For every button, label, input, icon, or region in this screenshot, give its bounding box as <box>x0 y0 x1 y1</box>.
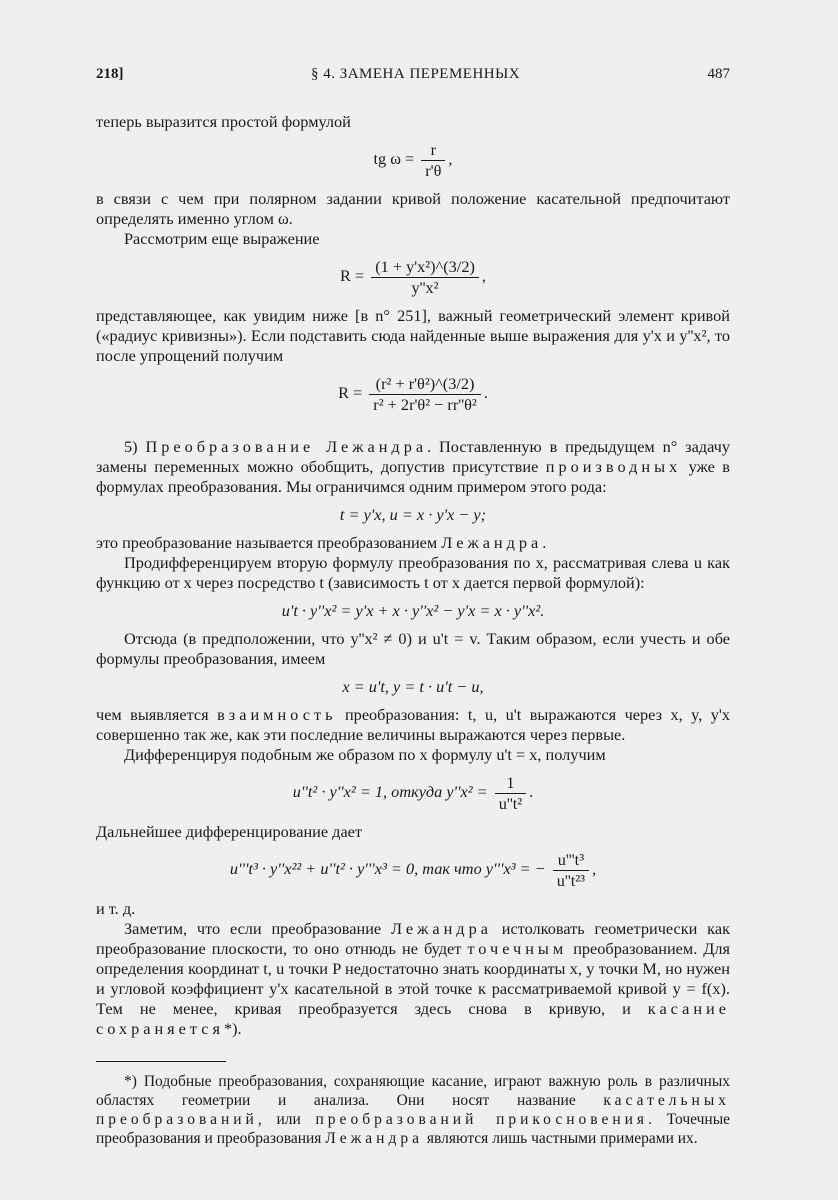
fraction <box>421 140 445 181</box>
emphasis: взаимность <box>217 705 337 724</box>
equation-inverse <box>96 677 730 697</box>
numerator: (r² + r'θ²)^(3/2) <box>375 374 475 393</box>
section-number: 218] <box>96 66 124 82</box>
equation-text: u't · y''x² = y'x + x · y''x² − y'x = x · y''x². <box>281 601 545 620</box>
equation-text: x = u't, y = t · u't − u, <box>342 677 484 696</box>
paragraph <box>96 705 730 745</box>
equation-lhs: R = <box>338 383 363 403</box>
equation-text: u''t² · y''x² = 1, откуда y''x² = <box>292 782 488 802</box>
paragraph <box>96 533 730 553</box>
punctuation: , <box>592 859 597 879</box>
paragraph: представляющее, как увидим ниже [в n° 251], важный геометрический элемент кривой («радиус кривизны»). Если подставить сюда найденные выше выражения для y'x и y''x², то после упрощений получим <box>96 306 730 365</box>
denominator: r² + 2r'θ² − rr''θ² <box>369 394 481 415</box>
emphasis: Лежандра <box>325 1130 423 1147</box>
denominator: u''t²³ <box>553 870 589 891</box>
emphasis: касательных преобразований <box>96 1092 730 1128</box>
text: уже в формулах преобразования. Мы ограничимся одним примером этого рода: <box>96 457 730 496</box>
text: . Точечные преобразования и преобразования <box>96 1111 731 1147</box>
emphasis: Лежандра <box>441 533 543 552</box>
paragraph: и т. д. <box>96 899 136 918</box>
punctuation: . <box>483 383 488 403</box>
punctuation: , <box>448 149 453 169</box>
equation-second-derivative <box>96 773 730 814</box>
running-header <box>96 64 730 84</box>
fraction <box>553 850 589 891</box>
emphasis: Преобразование Лежандра <box>145 437 428 456</box>
paragraph-remark <box>96 919 730 1039</box>
text: *) Подобные преобразования, сохраняющие касание, играют важную роль в различных областях геометрии и анализа. Они носят название <box>96 1073 730 1109</box>
footnote-divider <box>96 1061 226 1062</box>
text: . <box>542 533 547 552</box>
paragraph-legendre <box>96 437 730 497</box>
paragraph: Дальнейшее дифференцирование дает <box>96 822 363 841</box>
paragraph: теперь выразится простой формулой <box>96 112 351 131</box>
equation-text: u'''t³ · y''x²² + u''t² · y'''x³ = 0, так что y'''x³ = − <box>229 859 546 879</box>
equation-radius <box>96 257 730 298</box>
equation-lhs: R = <box>340 266 365 286</box>
emphasis: преобразований прикосновения <box>315 1111 649 1128</box>
text: являются лишь частными примерами их. <box>422 1130 698 1147</box>
text: истолковать геометрически как преобразование плоскости, то оно отнюдь не будет <box>96 919 730 958</box>
emphasis: точечным <box>467 939 568 958</box>
text: преобразования: t, u, u't выражаются через x, y, y'x совершенно так же, как эти последние величины выражаются через первые. <box>96 705 730 744</box>
equation-radius-polar <box>96 374 730 415</box>
numerator: r <box>430 140 437 159</box>
paragraph: Продифференцируем вторую формулу преобразования по x, рассматривая слева u как функцию от x через посредство t (зависимость t от x дается первой формулой): <box>96 553 730 592</box>
text: чем выявляется <box>96 705 218 724</box>
fraction <box>371 257 479 298</box>
text: это преобразование называется преобразованием <box>96 533 442 552</box>
punctuation: , <box>481 266 486 286</box>
emphasis: касание сохраняется <box>96 999 730 1038</box>
equation-text: t = y'x, u = x · y'x − y; <box>339 505 487 524</box>
numerator: (1 + y'x²)^(3/2) <box>375 257 475 276</box>
text: преобразованием. Для определения координат t, u точки P недостаточно знать координаты x, y точки M, но нужен и угловой коэффициент y'x касательной в этой точке к рассматриваемой кривой y = f(x). Тем не менее, кривая преобразуется здесь снова в кривую, и <box>96 939 731 1018</box>
equation-tg <box>96 140 730 181</box>
text: 5) <box>124 437 146 456</box>
paragraph: Рассмотрим еще выражение <box>124 229 320 248</box>
denominator: r'θ <box>421 160 445 181</box>
chapter-title: § 4. ЗАМЕНА ПЕРЕМЕННЫХ <box>310 66 521 82</box>
denominator: y''x² <box>371 277 479 298</box>
punctuation: . <box>529 782 534 802</box>
numerator: 1 <box>506 773 515 792</box>
fraction <box>369 374 481 415</box>
emphasis: производных <box>545 457 682 476</box>
text: Заметим, что если преобразование <box>124 919 391 938</box>
text: , или <box>257 1111 316 1128</box>
equation-diff <box>96 601 730 621</box>
numerator: u'''t³ <box>557 850 585 869</box>
footnote <box>96 1072 730 1148</box>
text: *). <box>223 1019 242 1038</box>
equation-lhs: tg ω = <box>373 149 415 169</box>
paragraph: Отсюда (в предположении, что y''x² ≠ 0) и u't = v. Таким образом, если учесть и обе формулы преобразования, имеем <box>96 629 730 668</box>
denominator: u''t² <box>495 793 526 814</box>
text: . Поставленную в предыдущем n° задачу замены переменных можно обобщить, допустив присутствие <box>96 437 730 476</box>
page-number: 487 <box>707 66 730 82</box>
emphasis: Лежандра <box>390 919 492 938</box>
equation-legendre <box>96 505 730 525</box>
fraction <box>495 773 526 814</box>
paragraph: Дифференцируя подобным же образом по x формулу u't = x, получим <box>124 745 606 764</box>
paragraph: в связи с чем при полярном задании кривой положение касательной предпочитают определять именно углом ω. <box>96 189 730 228</box>
equation-third-derivative <box>96 850 730 891</box>
